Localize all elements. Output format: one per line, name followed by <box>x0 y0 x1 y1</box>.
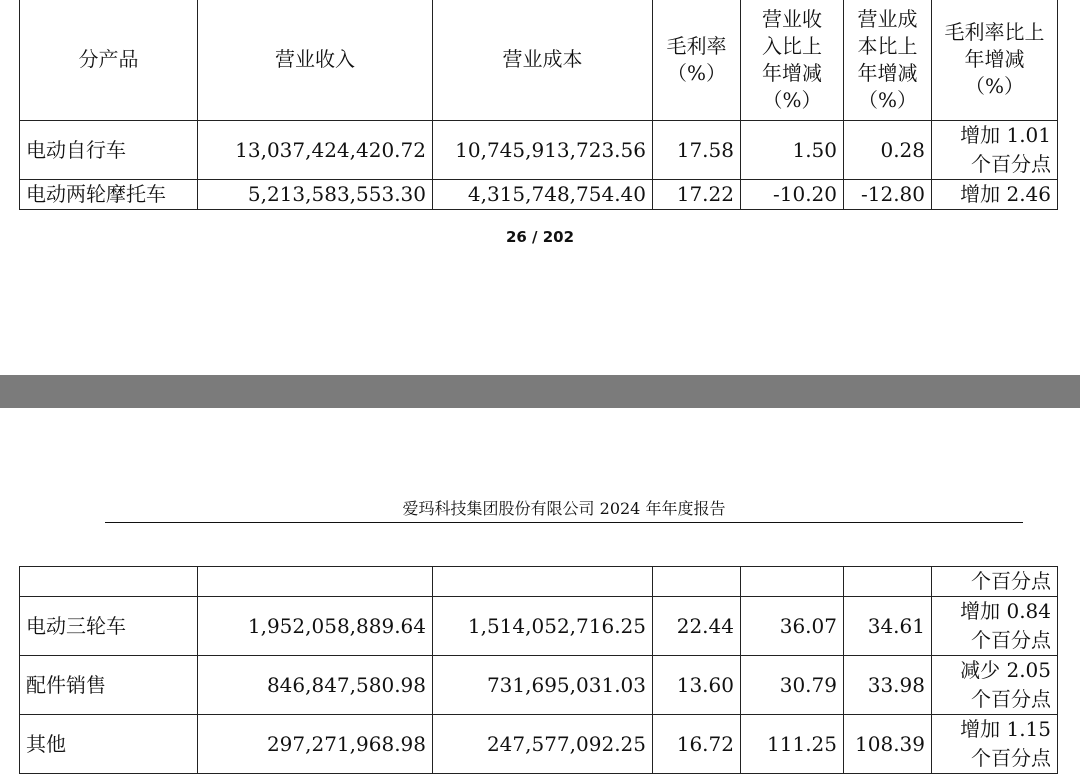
cell-product: 其他 <box>20 715 198 774</box>
table-row <box>20 597 1058 656</box>
cell-cost: 247,577,092.25 <box>433 715 653 774</box>
cell-revenue: 297,271,968.98 <box>198 715 433 774</box>
cell-revenue: 846,847,580.98 <box>198 656 433 715</box>
cell-product: 电动三轮车 <box>20 597 198 656</box>
cell-revenue-change: 1.50 <box>741 121 844 180</box>
header-gross-margin: 毛利率 （%） <box>653 0 741 121</box>
cell-revenue-change: 111.25 <box>741 715 844 774</box>
cell-gross-margin: 17.22 <box>653 180 741 210</box>
table-row <box>20 180 1058 210</box>
cell-revenue-change <box>741 567 844 597</box>
cell-gross-margin <box>653 567 741 597</box>
header-margin-change: 毛利率比上 年增减 （%） <box>932 0 1058 121</box>
cell-gross-margin: 16.72 <box>653 715 741 774</box>
cell-margin-change: 增加 0.84 个百分点 <box>932 597 1058 656</box>
header-cost-change: 营业成 本比上 年增减 （%） <box>844 0 932 121</box>
product-segment-table-bottom <box>19 566 1058 774</box>
cell-margin-change: 个百分点 <box>932 567 1058 597</box>
cell-cost: 731,695,031.03 <box>433 656 653 715</box>
cell-cost-change: 33.98 <box>844 656 932 715</box>
report-header: 爱玛科技集团股份有限公司 2024 年年度报告 <box>105 497 1023 523</box>
cell-revenue-change: -10.20 <box>741 180 844 210</box>
cell-gross-margin: 13.60 <box>653 656 741 715</box>
cell-gross-margin: 17.58 <box>653 121 741 180</box>
header-cost: 营业成本 <box>433 0 653 121</box>
cell-cost-change: 0.28 <box>844 121 932 180</box>
cell-product <box>20 567 198 597</box>
cell-revenue <box>198 567 433 597</box>
table-row <box>20 121 1058 180</box>
cell-margin-change: 增加 1.15 个百分点 <box>932 715 1058 774</box>
cell-revenue: 13,037,424,420.72 <box>198 121 433 180</box>
cell-margin-change: 减少 2.05 个百分点 <box>932 656 1058 715</box>
table-row <box>20 715 1058 774</box>
cell-revenue: 1,952,058,889.64 <box>198 597 433 656</box>
header-product: 分产品 <box>20 0 198 121</box>
cell-product: 配件销售 <box>20 656 198 715</box>
page-number: 26 / 202 <box>505 228 575 246</box>
cell-cost-change: 108.39 <box>844 715 932 774</box>
page-separator <box>0 375 1080 408</box>
cell-cost-change: -12.80 <box>844 180 932 210</box>
cell-revenue-change: 30.79 <box>741 656 844 715</box>
cell-cost: 4,315,748,754.40 <box>433 180 653 210</box>
table-row <box>20 567 1058 597</box>
cell-cost-change: 34.61 <box>844 597 932 656</box>
cell-product: 电动两轮摩托车 <box>20 180 198 210</box>
cell-margin-change: 增加 1.01 个百分点 <box>932 121 1058 180</box>
table-row <box>20 656 1058 715</box>
cell-margin-change: 增加 2.46 <box>932 180 1058 210</box>
cell-cost: 10,745,913,723.56 <box>433 121 653 180</box>
header-revenue-change: 营业收 入比上 年增减 （%） <box>741 0 844 121</box>
table-header-row <box>20 0 1058 121</box>
cell-product: 电动自行车 <box>20 121 198 180</box>
header-revenue: 营业收入 <box>198 0 433 121</box>
cell-cost <box>433 567 653 597</box>
cell-cost-change <box>844 567 932 597</box>
product-segment-table-top <box>19 0 1058 210</box>
cell-revenue: 5,213,583,553.30 <box>198 180 433 210</box>
cell-gross-margin: 22.44 <box>653 597 741 656</box>
cell-cost: 1,514,052,716.25 <box>433 597 653 656</box>
cell-revenue-change: 36.07 <box>741 597 844 656</box>
